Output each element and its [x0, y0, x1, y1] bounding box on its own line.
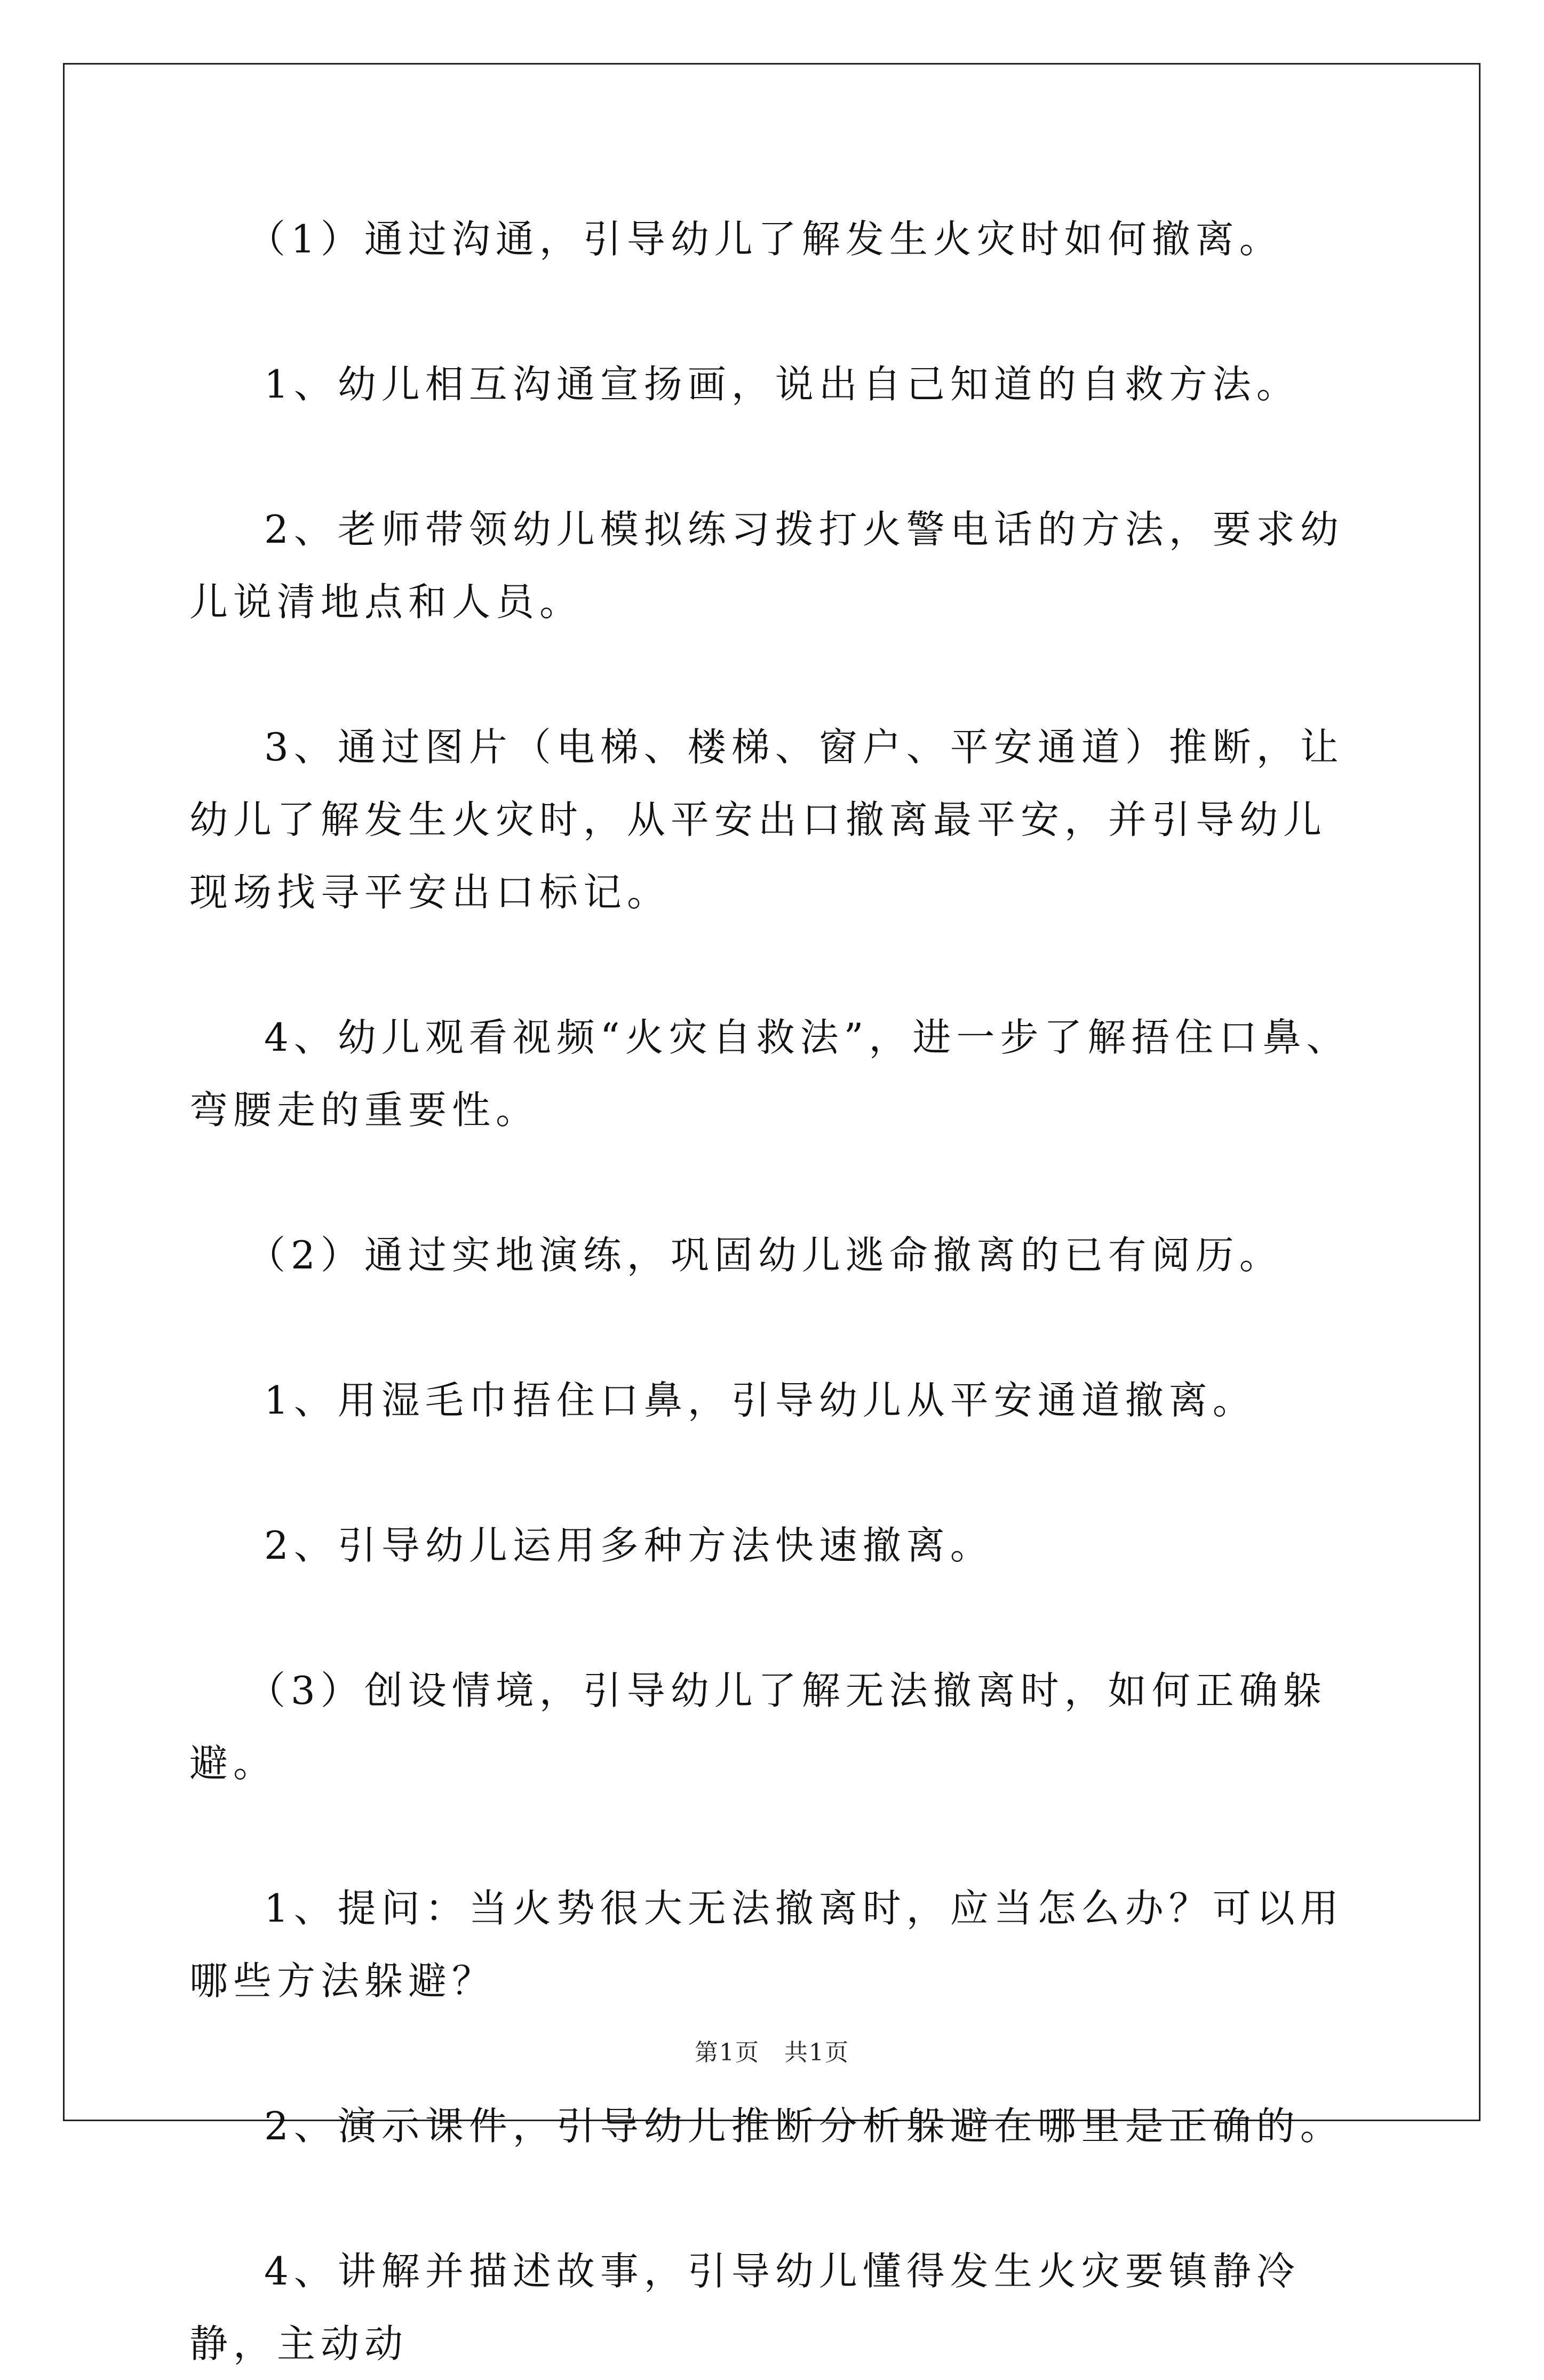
- paragraph-courseware-2: 2、演示课件，引导幼儿推断分析躲避在哪里是正确的。: [264, 2104, 1344, 2148]
- paragraph-drill-2: 2、引导幼儿运用多种方法快速撤离。: [264, 1523, 994, 1568]
- section-heading-2: （2）通过实地演练，巩固幼儿逃命撤离的已有阅历。: [247, 1233, 1283, 1278]
- section-heading-3: （3）创设情境，引导幼儿了解无法撤离时，如何正确躲避。: [189, 1668, 1327, 1786]
- paragraph-drill-1: 1、用湿毛巾捂住口鼻，引导幼儿从平安通道撤离。: [264, 1378, 1256, 1423]
- page-footer: 第1页 共1页: [695, 2039, 849, 2066]
- paragraph-story-4: 4、讲解并描述故事，引导幼儿懂得发生火灾要镇静冷静，主动动: [189, 2249, 1300, 2366]
- paragraph-step-3: 3、通过图片（电梯、楼梯、窗户、平安通道）推断，让幼儿了解发生火灾时，从平安出口撤离最平安，并引导幼儿现场找寻平安出口标记。: [189, 725, 1344, 915]
- paragraph-step-2: 2、老师带领幼儿模拟练习拨打火警电话的方法，要求幼儿说清地点和人员。: [189, 507, 1344, 624]
- section-heading-1: （1）通过沟通，引导幼儿了解发生火灾时如何撤离。: [247, 217, 1283, 261]
- paragraph-question-1: 1、提问：当火势很大无法撤离时，应当怎么办？可以用哪些方法躲避？: [189, 1886, 1344, 2003]
- paragraph-step-4: 4、幼儿观看视频“火灾自救法”，进一步了解捂住口鼻、弯腰走的重要性。: [189, 1015, 1350, 1132]
- paragraph-step-1: 1、幼儿相互沟通宣扬画，说出自己知道的自救方法。: [264, 362, 1300, 407]
